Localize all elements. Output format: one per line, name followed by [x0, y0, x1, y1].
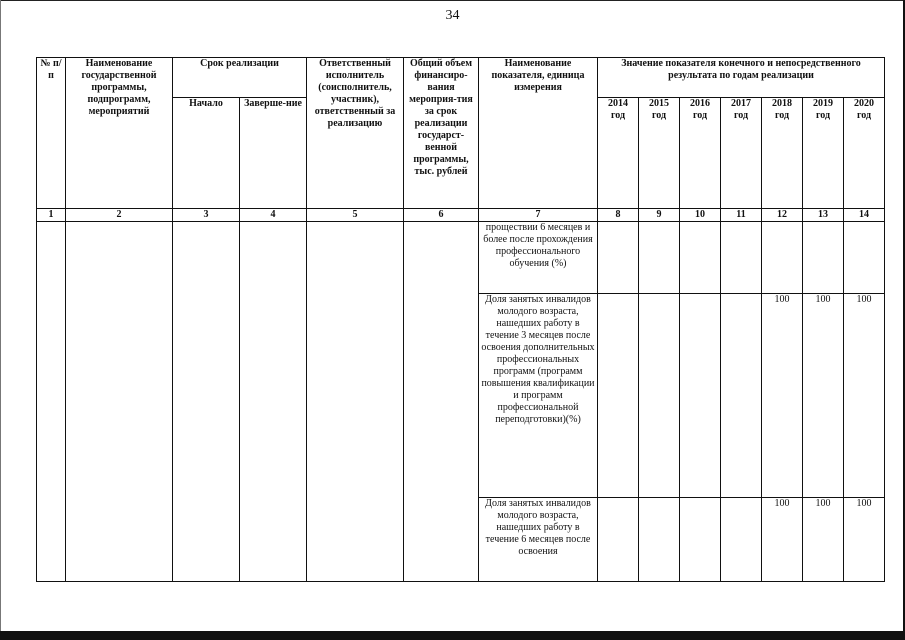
header-funding: Общий объем финансиро-вания мероприя-тия за срок реализации государст-венной программы, тыс. рублей	[404, 58, 479, 209]
page-number: 34	[445, 8, 460, 23]
cell-value-2016	[680, 222, 721, 294]
cell-value-2019: 100	[803, 498, 844, 582]
cell-value-2020	[844, 222, 885, 294]
header-year-2017: 2017 год	[721, 98, 762, 209]
column-number-row	[37, 209, 885, 222]
header-executor: Ответственный исполнитель (соисполнитель, участник), ответственный за реализацию	[307, 58, 404, 209]
header-year-2020: 2020 год	[844, 98, 885, 209]
cell-end	[240, 222, 307, 582]
cell-value-2015	[639, 222, 680, 294]
col-number: 4	[240, 209, 307, 222]
col-number: 2	[66, 209, 173, 222]
header-year-2019: 2019 год	[803, 98, 844, 209]
header-year-2014: 2014 год	[598, 98, 639, 209]
col-number: 11	[721, 209, 762, 222]
cell-value-2020: 100	[844, 294, 885, 498]
header-end: Заверше-ние	[240, 98, 307, 209]
cell-value-2014	[598, 222, 639, 294]
cell-indicator: проществии 6 месяцев и более после прохождения профессионального обучения (%)	[479, 222, 598, 294]
cell-value-2017	[721, 222, 762, 294]
scan-bottom-edge	[0, 631, 905, 640]
cell-value-2017	[721, 294, 762, 498]
header-year-2016: 2016 год	[680, 98, 721, 209]
cell-executor	[307, 222, 404, 582]
cell-start	[173, 222, 240, 582]
cell-value-2016	[680, 294, 721, 498]
col-number: 10	[680, 209, 721, 222]
header-start: Начало	[173, 98, 240, 209]
col-number: 1	[37, 209, 66, 222]
cell-value-2018: 100	[762, 294, 803, 498]
cell-value-2017	[721, 498, 762, 582]
header-year-2018: 2018 год	[762, 98, 803, 209]
col-number: 7	[479, 209, 598, 222]
scan-left-edge	[0, 0, 1, 640]
header-program-name: Наименование государственной программы, подпрограмм, мероприятий	[66, 58, 173, 209]
col-number: 5	[307, 209, 404, 222]
cell-value-2015	[639, 294, 680, 498]
col-number: 12	[762, 209, 803, 222]
col-number: 3	[173, 209, 240, 222]
header-period: Срок реализации	[173, 58, 307, 98]
scan-top-edge	[0, 0, 905, 1]
col-number: 9	[639, 209, 680, 222]
cell-value-2018	[762, 222, 803, 294]
cell-funding	[404, 222, 479, 582]
col-number: 8	[598, 209, 639, 222]
cell-value-2016	[680, 498, 721, 582]
cell-indicator: Доля занятых инвалидов молодого возраста, нашедших работу в течение 3 месяцев после освоения дополнительных профессиональных программ (программ повышения квалификации и программ профессиональной переподготовки)(%)	[479, 294, 598, 498]
cell-program-name	[66, 222, 173, 582]
cell-indicator: Доля занятых инвалидов молодого возраста, нашедших работу в течение 6 месяцев после освоения	[479, 498, 598, 582]
indicators-table	[36, 57, 885, 582]
header-values: Значение показателя конечного и непосредственного результата по годам реализации	[598, 58, 885, 98]
header-year-2015: 2015 год	[639, 98, 680, 209]
cell-value-2019: 100	[803, 294, 844, 498]
cell-value-2014	[598, 294, 639, 498]
col-number: 6	[404, 209, 479, 222]
cell-value-2018: 100	[762, 498, 803, 582]
header-number: № п/п	[37, 58, 66, 209]
table-row	[37, 222, 885, 294]
cell-value-2014	[598, 498, 639, 582]
header-indicator: Наименование показателя, единица измерения	[479, 58, 598, 209]
cell-value-2020: 100	[844, 498, 885, 582]
cell-value-2015	[639, 498, 680, 582]
col-number: 13	[803, 209, 844, 222]
cell-value-2019	[803, 222, 844, 294]
cell-number	[37, 222, 66, 582]
col-number: 14	[844, 209, 885, 222]
